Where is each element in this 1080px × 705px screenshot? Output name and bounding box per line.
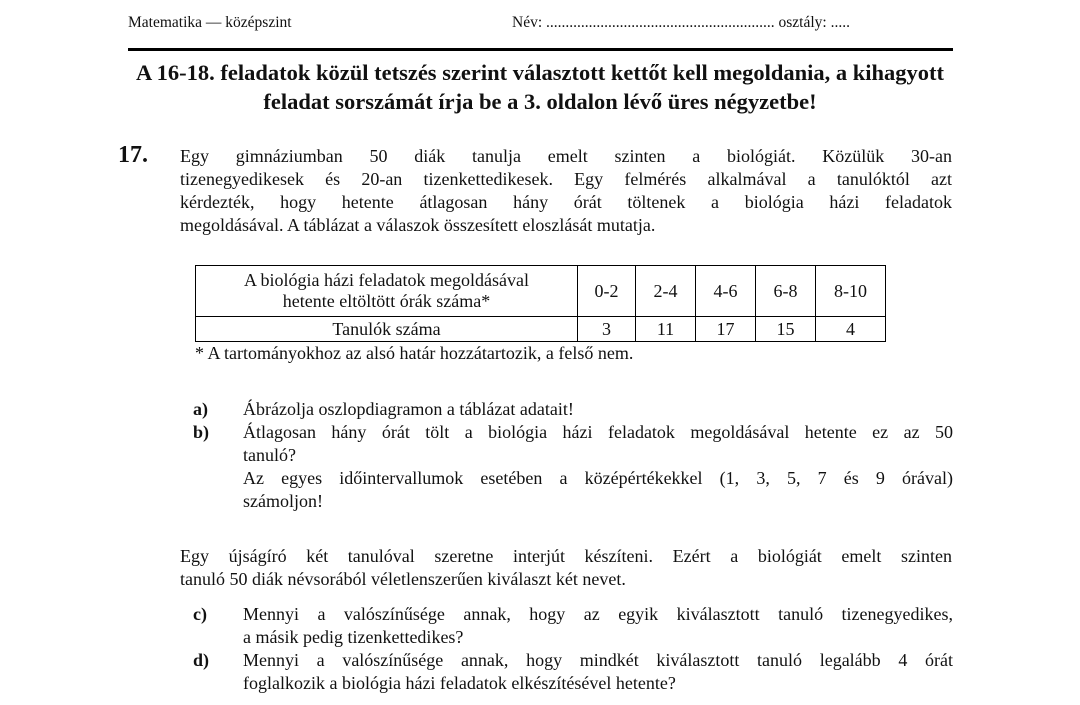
interval-cell: 6-8 [756,266,816,317]
part-text: Mennyi a valószínűsége annak, hogy mindkét kiválasztott tanuló legalább 4 órát foglalkozik a biológia házi feladatok elkészítésével hetente? [243,650,953,693]
problem-intro [180,145,952,237]
intro-line: Egy gimnáziumban 50 diák tanulja emelt szinten a biológiát. Közülük 30-an [180,146,952,166]
instruction-heading: A 16-18. feladatok közül tetszés szerint választott kettőt kell megoldania, a kihagyott feladat sorszámát írja be a 3. oldalon lévő üres négyzetbe! [135,60,945,114]
interval-cell: 8-10 [816,266,886,317]
count-cell: 3 [578,317,636,342]
part-label: a) [193,399,208,419]
table-header-label: A biológia házi feladatok megoldásával hetente eltöltött órák száma* [196,266,578,317]
part-label: c) [193,604,207,624]
table-row-label: Tanulók száma [196,317,578,342]
count-cell: 11 [636,317,696,342]
part-text: Ábrázolja oszlopdiagramon a táblázat adatait! [243,399,574,419]
table-count-row [196,317,886,342]
distribution-table [195,265,886,342]
interval-cell: 4-6 [696,266,756,317]
intro-line: kérdezték, hogy hetente átlagosan hány órát töltenek a biológia házi feladatok [180,192,952,212]
table-header-row [196,266,886,317]
reporter-paragraph: Egy újságíró két tanulóval szeretne interjút készíteni. Ezért a biológiát emelt szinten tanuló 50 diák névsorából véletlenszerűen kiválaszt két nevet. [180,546,952,589]
count-cell: 17 [696,317,756,342]
part-text: Mennyi a valószínűsége annak, hogy az egyik kiválasztott tanuló tizenegyedikes, a másik pedig tizenkettedikes? [243,604,953,647]
intro-line: megoldásával. A táblázat a válaszok összesített eloszlását mutatja. [180,215,656,235]
count-cell: 15 [756,317,816,342]
part-text: Átlagosan hány órát tölt a biológia házi feladatok megoldásával hetente ez az 50 tanuló? Az egyes időintervallumok esetében a középértékekkel (1, 3, 5, 7 és 9 órával) számoljon! [243,422,953,511]
problem-number: 17. [118,142,148,168]
part-label: b) [193,422,210,442]
intro-line: tizenegyedikesek és 20-an tizenkettedikesek. Egy felmérés alkalmával a tanulóktól azt [180,169,952,189]
header-name-class-field: Név: ........................................................... osztály: ..... [512,14,850,31]
table-footnote: * A tartományokhoz az alsó határ hozzátartozik, a felső nem. [195,343,634,363]
header-subject: Matematika — középszint [128,14,292,31]
count-cell: 4 [816,317,886,342]
part-label: d) [193,650,210,670]
header-rule [128,48,953,51]
interval-cell: 2-4 [636,266,696,317]
interval-cell: 0-2 [578,266,636,317]
